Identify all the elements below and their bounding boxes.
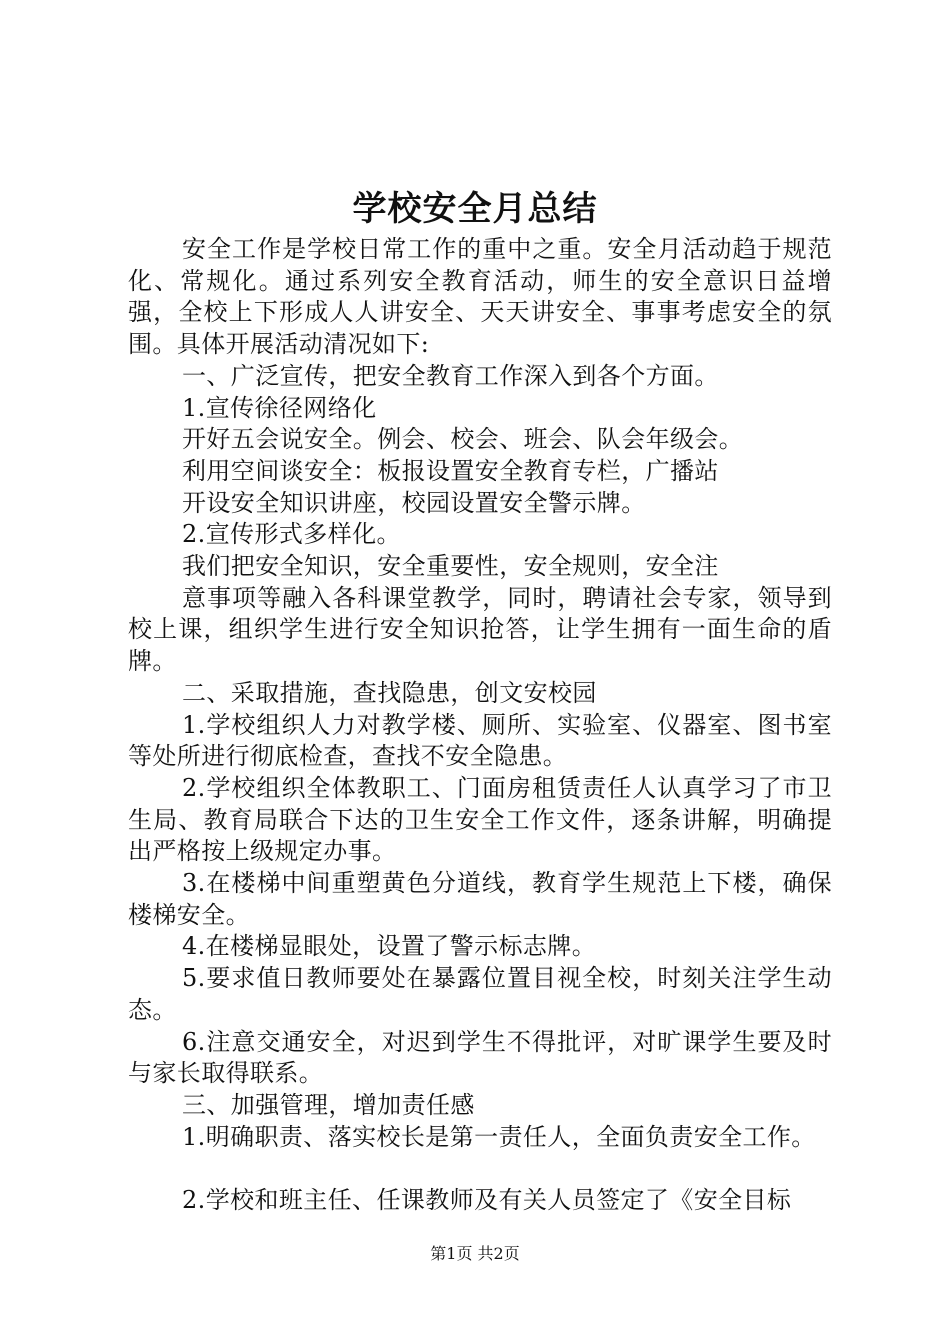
paragraph: 安全工作是学校日常工作的重中之重。安全月活动趋于规范化、常规化。通过系列安全教育活动，师生的安全意识日益增强，全校上下形成人人讲安全、天天讲安全、事事考虑安全的氛围。具体开展活动清况如下: xyxy=(128,235,832,359)
paragraph: 5.要求值日教师要处在暴露位置目视全校，时刻关注学生动态。 xyxy=(128,964,832,1024)
document-body xyxy=(128,234,832,1217)
paragraph: 三、加强管理，增加责任感 xyxy=(182,1090,475,1119)
page-footer: 第1页 共2页 xyxy=(430,1244,520,1263)
paragraph: 一、广泛宣传，把安全教育工作深入到各个方面。 xyxy=(182,361,719,390)
paragraph: 4.在楼梯显眼处，设置了警示标志牌。 xyxy=(182,932,597,961)
paragraph: 1.明确职责、落实校长是第一责任人，全面负责安全工作。 xyxy=(182,1122,816,1151)
paragraph: 2.宣传形式多样化。 xyxy=(182,520,401,549)
paragraph: 1.学校组织人力对教学楼、厕所、实验室、仪器室、图书室等处所进行彻底检查，查找不安全隐患。 xyxy=(128,710,832,771)
paragraph: 6.注意交通安全，对迟到学生不得批评，对旷课学生要及时与家长取得联系。 xyxy=(128,1027,832,1088)
paragraph: 1.宣传徐径网络化 xyxy=(182,393,377,422)
paragraph: 利用空间谈安全：板报设置安全教育专栏，广播站 xyxy=(182,456,719,485)
paragraph: 3.在楼梯中间重塑黄色分道线，教育学生规范上下楼，确保楼梯安全。 xyxy=(128,869,832,929)
paragraph: 二、采取措施，查找隐患，创文安校园 xyxy=(182,678,597,707)
paragraph: 开好五会说安全。例会、校会、班会、队会年级会。 xyxy=(182,425,744,454)
paragraph: 意事项等融入各科课堂教学，同时，聘请社会专家，领导到校上课，组织学生进行安全知识抢答，让学生拥有一面生命的盾牌。 xyxy=(128,583,832,676)
document-title: 学校安全月总结 xyxy=(352,189,598,229)
paragraph xyxy=(128,1153,832,1185)
paragraph: 2.学校和班主任、任课教师及有关人员签定了《安全目标 xyxy=(182,1186,792,1215)
paragraph: 2.学校组织全体教职工、门面房租赁责任人认真学习了市卫生局、教育局联合下达的卫生安全工作文件，逐条讲解，明确提出严格按上级规定办事。 xyxy=(128,773,832,866)
paragraph: 开设安全知识讲座，校园设置安全警示牌。 xyxy=(182,488,646,517)
paragraph: 我们把安全知识，安全重要性，安全规则，安全注 xyxy=(182,552,719,581)
